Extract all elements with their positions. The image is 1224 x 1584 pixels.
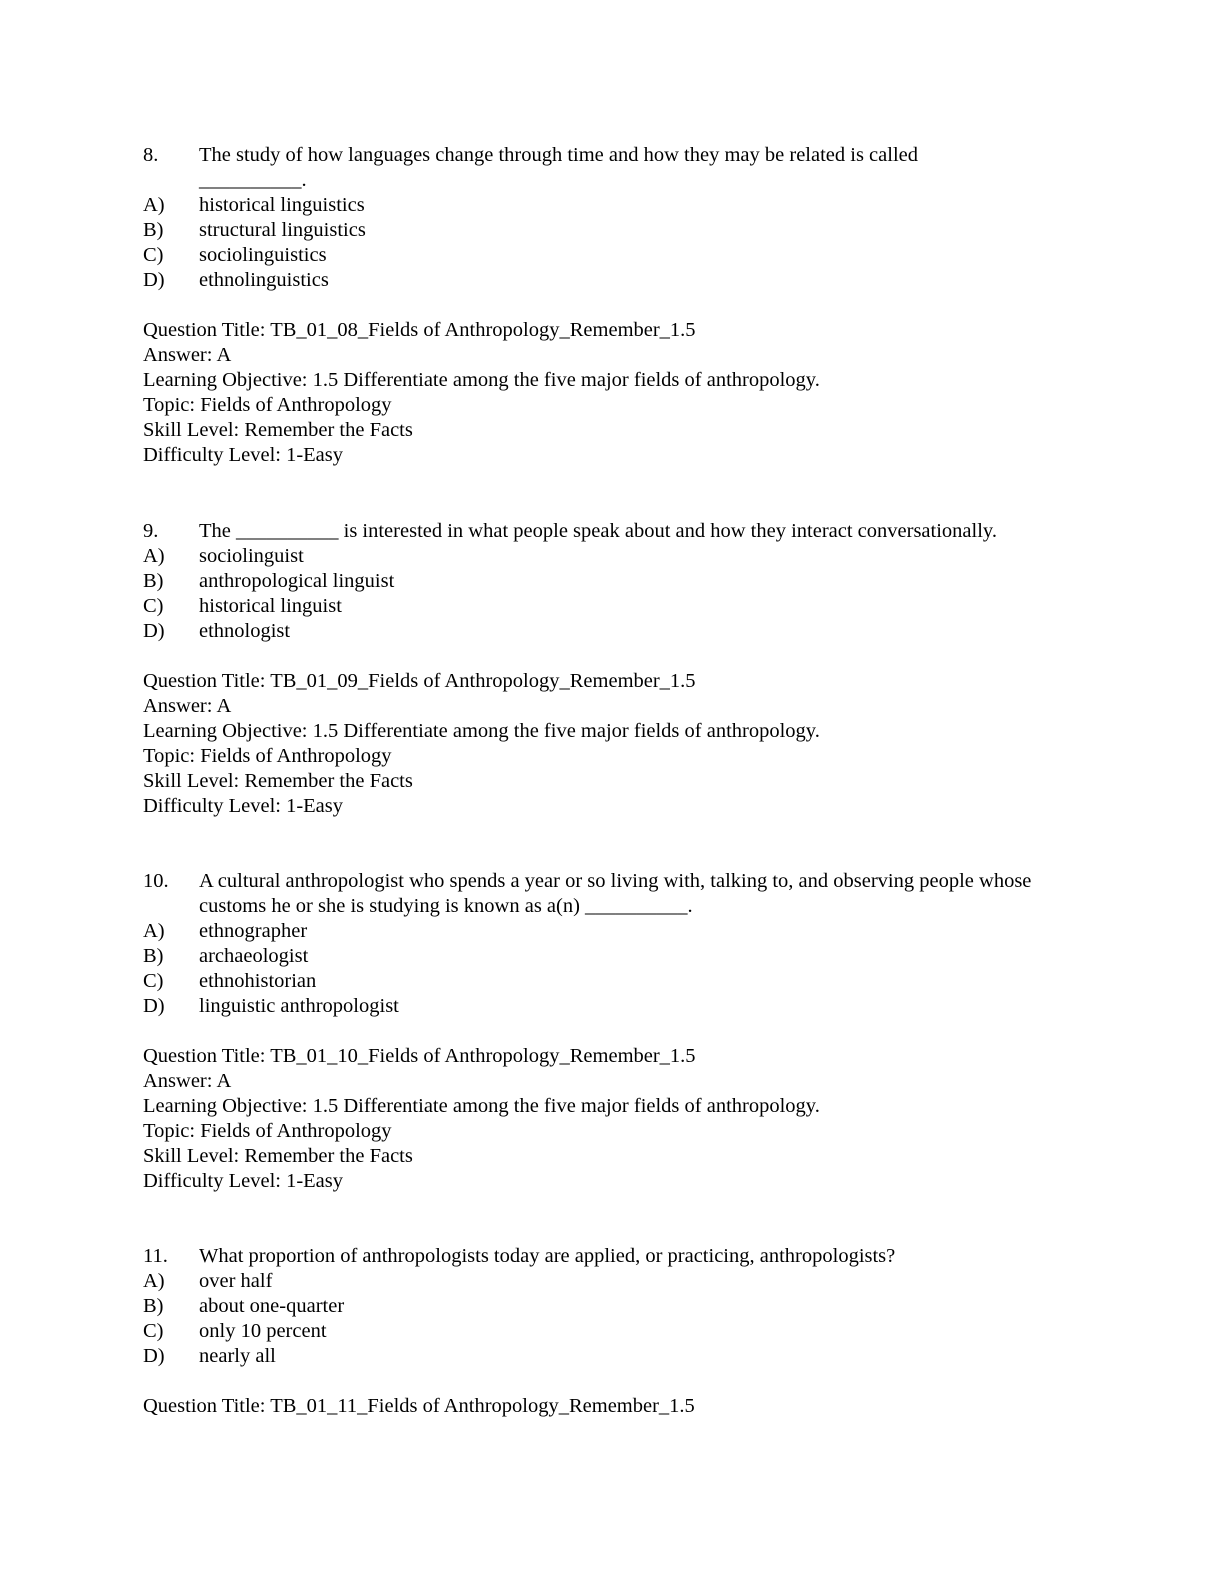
option-text: structural linguistics (199, 219, 366, 241)
question-stem (143, 143, 1103, 193)
option-d (143, 268, 1103, 293)
question-8 (143, 143, 1103, 468)
question-stem (143, 519, 1103, 544)
option-b (143, 1294, 1103, 1319)
skill-level: Skill Level: Remember the Facts (143, 770, 413, 792)
option-text: only 10 percent (199, 1320, 327, 1342)
option-letter: C) (143, 970, 164, 992)
topic: Topic: Fields of Anthropology (143, 1120, 392, 1142)
difficulty-level: Difficulty Level: 1-Easy (143, 795, 344, 817)
question-10 (143, 869, 1103, 1194)
question-title: Question Title: TB_01_10_Fields of Anthropology_Remember_1.5 (143, 1045, 696, 1067)
question-text: The __________ is interested in what people speak about and how they interact conversationally. (199, 520, 997, 542)
option-letter: B) (143, 570, 164, 592)
topic: Topic: Fields of Anthropology (143, 745, 392, 767)
difficulty-level: Difficulty Level: 1-Easy (143, 1170, 344, 1192)
option-c (143, 243, 1103, 268)
option-letter: A) (143, 194, 165, 216)
question-stem (143, 869, 1103, 919)
topic: Topic: Fields of Anthropology (143, 394, 392, 416)
skill-level: Skill Level: Remember the Facts (143, 419, 413, 441)
learning-objective: Learning Objective: 1.5 Differentiate among the five major fields of anthropology. (143, 720, 820, 742)
option-d (143, 1344, 1103, 1369)
skill-level: Skill Level: Remember the Facts (143, 1145, 413, 1167)
learning-objective: Learning Objective: 1.5 Differentiate among the five major fields of anthropology. (143, 1095, 820, 1117)
option-letter: C) (143, 595, 164, 617)
option-text: historical linguist (199, 595, 342, 617)
option-text: ethnolinguistics (199, 269, 329, 291)
question-metadata (143, 1044, 1103, 1194)
option-letter: D) (143, 620, 165, 642)
question-11 (143, 1244, 1103, 1419)
option-letter: A) (143, 1270, 165, 1292)
answer: Answer: A (143, 1070, 232, 1092)
question-9 (143, 519, 1103, 819)
difficulty-level: Difficulty Level: 1-Easy (143, 444, 344, 466)
learning-objective: Learning Objective: 1.5 Differentiate among the five major fields of anthropology. (143, 369, 820, 391)
question-text: The study of how languages change through time and how they may be related is called __________. (199, 144, 918, 191)
option-b (143, 569, 1103, 594)
option-text: historical linguistics (199, 194, 365, 216)
option-text: nearly all (199, 1345, 276, 1367)
option-text: ethnographer (199, 920, 308, 942)
option-letter: C) (143, 244, 164, 266)
question-title: Question Title: TB_01_08_Fields of Anthropology_Remember_1.5 (143, 319, 696, 341)
answer: Answer: A (143, 344, 232, 366)
question-text: A cultural anthropologist who spends a year or so living with, talking to, and observing people whose customs he or she is studying is known as a(n) __________. (199, 870, 1032, 917)
option-text: anthropological linguist (199, 570, 395, 592)
option-text: ethnologist (199, 620, 291, 642)
question-metadata (143, 669, 1103, 819)
option-letter: C) (143, 1320, 164, 1342)
option-b (143, 944, 1103, 969)
question-text: What proportion of anthropologists today are applied, or practicing, anthropologists? (199, 1245, 896, 1267)
option-letter: B) (143, 945, 164, 967)
question-metadata (143, 1394, 1103, 1419)
option-text: sociolinguist (199, 545, 304, 567)
option-text: linguistic anthropologist (199, 995, 399, 1017)
option-letter: B) (143, 219, 164, 241)
option-c (143, 1319, 1103, 1344)
option-d (143, 994, 1103, 1019)
option-c (143, 594, 1103, 619)
question-title: Question Title: TB_01_11_Fields of Anthropology_Remember_1.5 (143, 1395, 695, 1417)
option-c (143, 969, 1103, 994)
question-number: 8. (143, 144, 159, 166)
option-letter: D) (143, 995, 165, 1017)
option-b (143, 218, 1103, 243)
option-letter: B) (143, 1295, 164, 1317)
question-number: 9. (143, 520, 159, 542)
answer: Answer: A (143, 695, 232, 717)
question-metadata (143, 318, 1103, 468)
option-text: archaeologist (199, 945, 309, 967)
option-letter: D) (143, 269, 165, 291)
option-letter: D) (143, 1345, 165, 1367)
option-a (143, 1269, 1103, 1294)
option-d (143, 619, 1103, 644)
option-a (143, 193, 1103, 218)
option-a (143, 544, 1103, 569)
option-letter: A) (143, 920, 165, 942)
option-text: about one-quarter (199, 1295, 345, 1317)
option-letter: A) (143, 545, 165, 567)
option-text: ethnohistorian (199, 970, 317, 992)
question-stem (143, 1244, 1103, 1269)
question-title: Question Title: TB_01_09_Fields of Anthropology_Remember_1.5 (143, 670, 696, 692)
option-a (143, 919, 1103, 944)
option-text: over half (199, 1270, 273, 1292)
question-number: 11. (143, 1245, 168, 1267)
question-number: 10. (143, 870, 169, 892)
option-text: sociolinguistics (199, 244, 327, 266)
